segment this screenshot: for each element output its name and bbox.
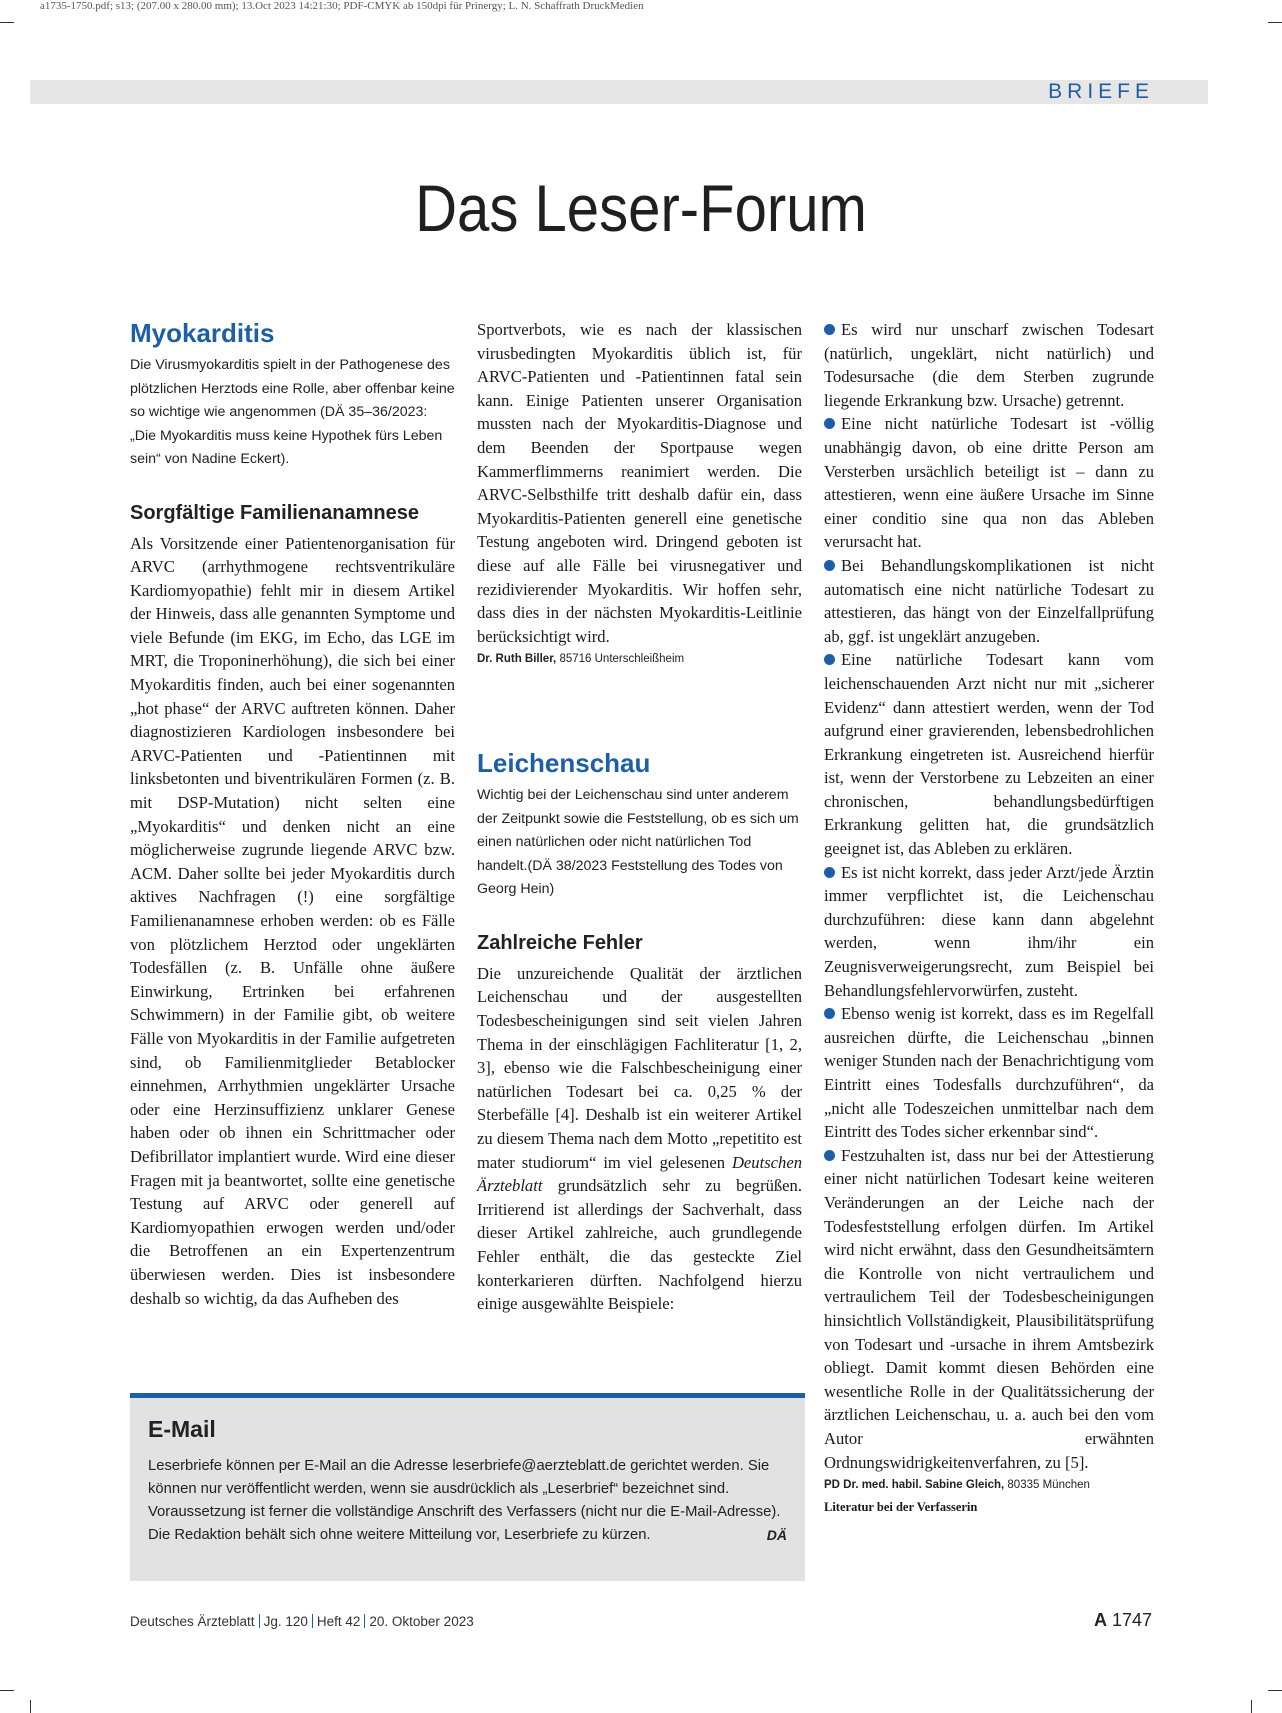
page-number (1094, 1610, 1152, 1631)
footer-separator (312, 1614, 313, 1628)
email-box-text: Leserbriefe können per E-Mail an die Adresse leserbriefe@aerzteblatt.de gerichtet werden. Sie können nur veröffentlicht werden, wenn sie ausdrücklich als „Leserbrief“ bezeichnet sind. Voraussetzung ist ferner die vollständige Anschrift des Verfassers (nicht nur die E-Mail-Adresse). Die Redaktion behält sich ohne weitere Mitteilung vor, Leserbriefe zu kürzen. DÄ (148, 1455, 787, 1547)
bullet-item: Eine natürliche Todesart kann vom leichenschauenden Arzt nicht nur mit „sicherer Evidenz“ dann attestiert werden, wenn der Tod aufgrund einer gravierenden, lebensbedrohlichen Erkrankung eingetreten ist. Ausreichend hierfür ist, wenn der Verstorbene zu Lebzeiten an einer chronischen, behandlungsbedürftigen Erkrankung gelitten hat, die grundsätzlich geeignet ist, das Ableben zu erklären. (824, 650, 1154, 859)
bullet-icon (824, 324, 835, 335)
letter-signature-biller (477, 650, 802, 668)
email-box-heading: E-Mail (148, 1416, 216, 1442)
journal-name: Deutschen Ärzteblatt (477, 1152, 802, 1196)
letter-signature-gleich (824, 1476, 1154, 1494)
author-place: 85716 Unterschleißheim (556, 653, 685, 666)
bullet-item: Ebenso wenig ist korrekt, dass es im Regelfall ausreichen dürfte, die Leichenschau „binnen weniger Stunden nach der Benachrichtigung vom Eintritt eines Todesfalls durchzuführen“, da „nicht alle Todeszeichen unmittelbar nach dem Eintritt des Todes sicher erkennbar sind“. (824, 1004, 1154, 1142)
body-text: grundsätzlich sehr zu begrüßen. Irritierend ist allerdings der Sachverhalt, dass dieser Artikel zahlreiche, auch grundlegende Fehler enthält, die das gesteckte Ziel konterkarieren dürften. Nachfolgend hierzu einige ausgewählte Beispiele: (477, 1176, 802, 1314)
crop-mark (0, 22, 14, 23)
page-title: Das Leser-Forum (415, 171, 867, 245)
bullet-item: Es wird nur unscharf zwischen Todesart (natürlich, ungeklärt, nicht natürlich) und Todesursache (die dem Sterben zugrunde liegende Erkrankung bzw. Ursache) getrennt. (824, 320, 1154, 410)
page-prefix: A (1093, 1610, 1107, 1630)
letter-heading-familienanamnese: Sorgfältige Familienanamnese (130, 501, 419, 524)
author-name: Dr. Ruth Biller, (477, 653, 557, 666)
print-info: a1735-1750.pdf; s13; (207.00 x 280.00 mm); 13.Oct 2023 14:21:30; PDF-CMYK ab 150dpi für Prinergy; L. N. Schaffrath DruckMedien (40, 0, 644, 12)
bullet-icon (824, 1008, 835, 1019)
page-footer (130, 1614, 474, 1629)
bullet-icon (824, 654, 835, 665)
column-2 (477, 318, 802, 1316)
article-intro-leichenschau: Wichtig bei der Leichenschau sind unter anderem der Zeitpunkt sowie die Feststellung, ob es sich um einen natürlichen oder nicht natürlichen Tod handelt.(DÄ 38/2023 Feststellung des Todes von Georg Hein) (477, 787, 799, 898)
letter-body-part2: Sportverbots, wie es nach der klassischen virusbedingten Myokarditis üblich ist, für ARVC-Patienten und -Patientinnen fatal sein kann. Einige Patienten unserer Organisation mussten nach der Myokarditis-Diagnose und dem Beenden der Sportpause wegen Kammerflimmerns reanimiert werden. Die ARVC-Selbsthilfe tritt deshalb dafür ein, dass Myokarditis-Patienten generell eine genetische Testung angeboten wird. Dringend geboten ist diese auf alle Fälle bei virusnegativer und rezidivierender Myokarditis. Wir hoffen sehr, dass dies in der nächsten Myokarditis-Leitlinie berücksichtigt wird. (477, 320, 802, 646)
literature-note: Literatur bei der Verfasserin (824, 1500, 978, 1515)
issue-date: 20. Oktober 2023 (369, 1614, 474, 1629)
author-place: 80335 München (1004, 1479, 1090, 1492)
bullet-item: Eine nicht natürliche Todesart ist -völlig unabhängig davon, ob eine dritte Person am Versterben ursächlich beteiligt ist – dann zu attestieren, wenn eine äußere Ursache im Sinne einer conditio sine qua non das Ableben verursacht hat. (824, 414, 1154, 552)
email-box-tag: DÄ (766, 1527, 787, 1543)
bullet-item: Festzuhalten ist, dass nur bei der Attestierung einer nicht natürlichen Todesart keine weiteren Veränderungen an der Leiche nach der Todesfeststellung erfolgen dürfen. Im Artikel wird nicht erwähnt, dass den Gesundheitsämtern die Kontrolle von nicht vertraulichem und vertraulichem Teil der Todesbescheinigungen hinsichtlich Vollständigkeit, Plausibilitätsprüfung von Todesart und -ursache in ihrem Amtsbezirk obliegt. Damit kommt diesen Behörden eine wesentliche Rolle in der Qualitätssicherung der ärztlichen Leichenschau, u. a. auch bei den vom Autor erwähnten Ordnungswidrigkeitenverfahren, zu [5]. (824, 1145, 1155, 1472)
article-intro-myokarditis: Die Virusmyokarditis spielt in der Pathogenese des plötzlichen Herztods eine Rolle, aber offenbar keine so wichtige wie angenommen (DÄ 35–36/2023: „Die Myokarditis muss keine Hypothek fürs Leben sein“ von Nadine Eckert). (130, 357, 455, 467)
volume: Jg. 120 (263, 1614, 308, 1629)
section-label: BRIEFE (1048, 80, 1154, 103)
footer-separator (364, 1614, 365, 1628)
crop-mark (0, 1690, 14, 1691)
bullet-item: Bei Behandlungskomplikationen ist nicht automatisch eine nicht natürliche Todesart zu attestieren, das hängt von der Einzelfallprüfung ab, ggf. ist ungeklärt anzugeben. (824, 555, 1154, 646)
crop-mark (30, 1700, 31, 1713)
issue: Heft 42 (316, 1614, 361, 1629)
bullet-icon (824, 418, 835, 429)
author-name: PD Dr. med. habil. Sabine Gleich, (824, 1479, 1005, 1492)
article-heading-myokarditis: Myokarditis (130, 318, 275, 348)
crop-mark (1251, 1700, 1252, 1713)
crop-mark (1268, 1690, 1282, 1691)
body-text: Die unzureichende Qualität der ärztlichen Leichenschau und der ausgestellten Todesbescheinigungen sind seit vielen Jahren Thema in der einschlägigen Fachliteratur [1, 2, 3], ebenso wie die Falschbescheinigung einer natürlichen Todesart bei ca. 0,25 % der Sterbefälle [4]. Deshalb ist ein weiterer Artikel zu diesem Thema nach dem Motto „repetitito est mater studiorum“ im viel gelesenen (477, 963, 802, 1172)
closing-text: Im Artikel wird nicht erwähnt, dass den Gesundheitsämtern die Kontrolle von nicht vertraulichem und vertraulichem Teil der Todesbescheinigungen hinsichtlich Vollständigkeit, Plausibilitätsprüfung von Todesart und -ursache in ihrem Amtsbezirk obliegt. Damit kommt diesen Behörden eine wesentliche Rolle in der Qualitätssicherung der ärztlichen Leichenschau, u. a. auch bei den vom Autor erwähnten Ordnungswidrigkeitenverfahren, zu [5]. (824, 1216, 1155, 1472)
bullet-icon (824, 1150, 835, 1161)
page-number-value: 1747 (1111, 1610, 1152, 1630)
bullet-icon (824, 560, 835, 571)
bullet-item: Es ist nicht korrekt, dass jeder Arzt/jede Ärztin immer verpflichtet ist, die Leichenschau durchzuführen: diese kann dann abgelehnt werden, wenn ihm/ihr ein Zeugnisverweigerungsrecht, zum Beispiel bei Behandlungsfehlervorwürfen, zusteht. (824, 862, 1154, 1000)
letter-body-part1: Als Vorsitzende einer Patientenorganisation für ARVC (arrhythmogene rechtsventrikuläre Kardiomyopathie) fehlt mir in diesem Artikel der Hinweis, dass alle genannten Symptome und viele Befunde (im EKG, im Echo, das LGE im MRT, die Troponinerhöhung), die sich bei einer Myokarditis finden, auch bei einer sogenannten „hot phase“ der ARVC auftreten können. Daher diagnostizieren Kardiologen insbesondere bei ARVC-Patienten und -Patientinnen mit linksbetonten und biventrikulären Formen (z. B. mit DSP-Mutation) nicht selten eine „Myokarditis“ und denken nicht an eine möglicherweise zugrunde liegende ARVC bzw. ACM. Daher sollte bei jeder Myokarditis durch aktives Nachfragen (!) eine sorgfältige Familienanamnese erhoben werden: ob es Fälle von plötzlichem Herztod oder ungeklärten Todesfällen (z. B. Unfälle ohne äußere Einwirkung, Ertrinken bei erfahrenen Schwimmern) in der Familie gibt, ob weitere Fälle von Myokarditis in der Familie aufgetreten sind, ob Familienmitglieder Betablocker einnehmen, Arrhythmien ungeklärter Ursache oder eine Herzinsuffizienz unklarer Genese haben oder ob ihnen ein Schrittmacher oder Defibrillator implantiert wurde. Wird eine dieser Fragen mit ja beantwortet, sollte eine genetische Testung auf ARVC oder generell auf Kardiomyopathien erwogen werden und/oder die Betroffenen an ein Expertenzentrum überwiesen werden. Dies ist insbesondere deshalb so wichtig, da das Aufheben des (130, 533, 455, 1308)
letter-heading-fehler: Zahlreiche Fehler (477, 931, 643, 954)
letter-body-leichenschau (477, 962, 802, 1316)
column-1 (130, 318, 455, 1310)
section-bar (30, 80, 1208, 104)
crop-mark (1268, 22, 1282, 23)
journal-name: Deutsches Ärzteblatt (130, 1614, 255, 1629)
article-heading-leichenschau: Leichenschau (477, 748, 651, 779)
email-info-box (130, 1393, 805, 1581)
column-3 (824, 318, 1154, 1518)
footer-separator (259, 1614, 260, 1628)
bullet-icon (824, 867, 835, 878)
